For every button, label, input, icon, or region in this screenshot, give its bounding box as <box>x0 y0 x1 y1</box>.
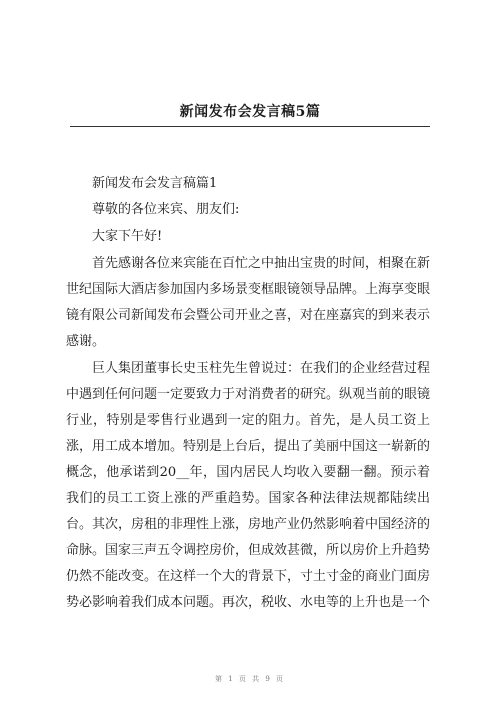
paragraph-2-line-8: 命脉。国家三声五令调控房价，但成效甚微，所以房价上升趋势 <box>66 543 431 558</box>
paragraph-2-line-4: 涨，用工成本增加。特别是上台后，提出了美丽中国这一崭新的 <box>66 439 431 454</box>
paragraph-2-line-9: 仍然不能改变。在这样一个大的背景下，寸土寸金的商业门面房 <box>66 569 431 584</box>
header-divider <box>70 126 430 127</box>
paragraph-2-line-2: 中遇到任何问题一定要致力于对消费者的研究。纵观当前的眼镜 <box>66 387 431 402</box>
page-footer: 第 1 页 共 9 页 <box>214 675 286 683</box>
paragraph-2-line-10: 势必影响着我们成本问题。再次，税收、水电等的上升也是一个 <box>66 595 431 610</box>
document-title: 新闻发布会发言稿5篇 <box>179 104 321 120</box>
paragraph-1-line-1: 首先感谢各位来宾能在百忙之中抽出宝贵的时间，相聚在新 <box>92 256 431 271</box>
paragraph-1-line-2: 世纪国际大酒店参加国内多场景变框眼镜领导品牌。上海享变眼 <box>66 282 431 297</box>
paragraph-2-line-5: 概念，他承诺到20__年，国内居民人均收入要翻一翻。预示着 <box>66 465 430 480</box>
paragraph-1-line-4: 感谢。 <box>66 334 106 349</box>
paragraph-2-line-3: 行业，特别是零售行业遇到一定的阻力。首先，是人员工资上 <box>66 413 430 428</box>
greeting: 大家下午好! <box>92 229 163 244</box>
paragraph-2-line-1: 巨人集团董事长史玉柱先生曾说过：在我们的企业经营过程 <box>92 361 431 376</box>
salutation: 尊敬的各位来宾、朋友们: <box>92 202 240 217</box>
paragraph-2-line-6: 我们的员工工资上涨的严重趋势。国家各种法律法规都陆续出 <box>66 491 430 506</box>
paragraph-2-line-7: 台。其次，房租的非理性上涨，房地产业仍然影响着中国经济的 <box>66 517 431 532</box>
article-heading: 新闻发布会发言稿篇1 <box>92 176 218 191</box>
paragraph-1-line-3: 镜有限公司新闻发布会暨公司开业之喜，对在座嘉宾的到来表示 <box>66 308 431 323</box>
